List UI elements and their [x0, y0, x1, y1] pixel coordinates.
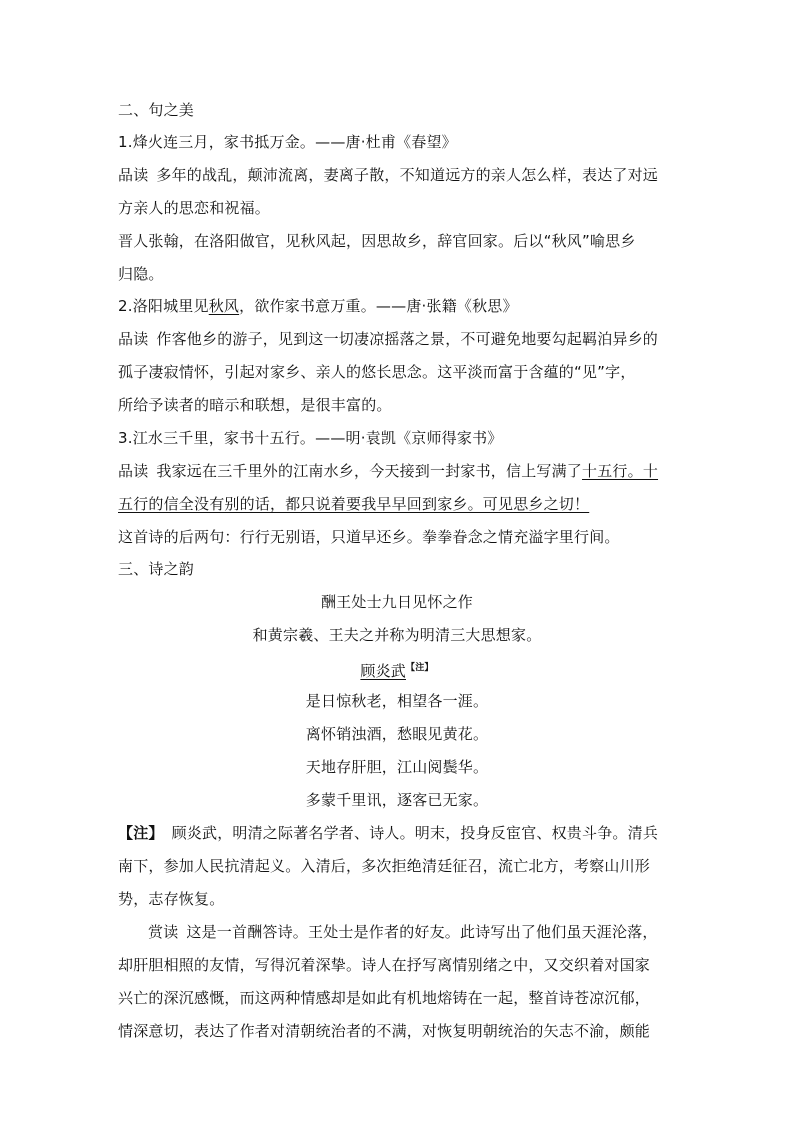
author-name: 顾炎武: [360, 662, 406, 680]
author-note-mark: 【注】: [406, 663, 434, 673]
commentary-2-line-1: [118, 329, 658, 349]
section-heading-poetry: 三、诗之韵: [118, 560, 195, 578]
poem-line: 离怀销浊酒，愁眼见黄花。: [305, 725, 489, 743]
quote-1: 1.烽火连三月，家书抵万金。——唐·杜甫《春望》: [118, 133, 457, 151]
poem-note-line: 这首诗的后两句：行行无别语，只道早还乡。拳拳眷念之情充溢字里行间。: [118, 528, 620, 546]
underlined-word: 秋风: [208, 297, 240, 315]
anecdote-line-1: 晋人张翰，在洛阳做官，见秋风起，因思故乡，辞官回家。后以“秋风”喻思乡: [118, 232, 636, 250]
appreciation-line-2: 却肝胆相照的友情，写得沉着深挚。诗人在抒写离情别绪之中，又交织着对国家: [118, 956, 651, 974]
commentary-2-line-2: 孤子凄寂情怀，引起对家乡、亲人的悠长思念。这平淡而富于含蕴的“见”字，: [118, 363, 636, 381]
author-note-line-2: 南下，参加人民抗清起义。入清后，多次拒绝清廷征召，流亡北方，考察山川形: [118, 857, 651, 875]
poem-line: 天地存肝胆，江山阅鬓华。: [305, 758, 489, 776]
appreciation-line-3: 兴亡的深沉感慨，而这两种情感却是如此有机地熔铸在一起，整首诗苍凉沉郁，: [118, 989, 651, 1007]
commentary-text: 作客他乡的游子，见到这一切凄凉摇落之景，不可避免地要勾起羁泊异乡的: [156, 330, 659, 348]
commentary-1-line-2: 方亲人的思恋和祝福。: [118, 199, 271, 217]
author-note-line-3: 势，志存恢复。: [118, 890, 225, 908]
commentary-text: 我家远在三千里外的江南水乡，今天接到一封家书，信上写满了: [156, 462, 583, 480]
appreciation-line-4: 情深意切，表达了作者对清朝统治者的不满，对恢复明朝统治的矢志不渝，颇能: [118, 1022, 651, 1040]
poem-title: 酬王处士九日见怀之作: [320, 593, 473, 611]
poem-author: [0, 658, 794, 681]
quote-2: 2.洛阳城里见秋风，欲作家书意万重。——唐·张籍《秋思》: [118, 297, 518, 315]
commentary-2-line-3: 所给予读者的暗示和联想，是很丰富的。: [118, 396, 392, 414]
poem-line: 是日惊秋老，相望各一涯。: [305, 692, 489, 710]
section-heading-sentences: 二、句之美: [118, 101, 195, 119]
commentary-label: 品读: [118, 166, 149, 184]
poem-line: 多蒙千里讯，逐客已无家。: [305, 791, 489, 809]
commentary-text: 多年的战乱，颠沛流离，妻离子散，不知道远方的亲人怎么样，表达了对远: [156, 166, 659, 184]
poem-subtitle: 和黄宗羲、王夫之并称为明清三大思想家。: [252, 626, 542, 644]
commentary-3-line-1: [118, 461, 658, 481]
appreciation-line-1: 赏读 这是一首酬答诗。王处士是作者的好友。此诗写出了他们虽天涯沦落，: [148, 923, 658, 941]
commentary-text-underlined: 十五行。十: [582, 462, 659, 480]
note-label: 【注】: [118, 824, 164, 842]
commentary-3-line-2: 五行的信全没有别的话，都只说着要我早早回到家乡。可见思乡之切！: [118, 495, 590, 513]
commentary-label: 品读: [118, 330, 149, 348]
commentary-1-line-1: [118, 165, 658, 185]
commentary-label: 品读: [118, 462, 149, 480]
anecdote-line-2: 归隐。: [118, 265, 164, 283]
quote-3: 3.江水三千里，家书十五行。——明·袁凯《京师得家书》: [118, 429, 503, 447]
author-note-line-1: 【注】 顾炎武，明清之际著名学者、诗人。明末，投身反宦官、权贵斗争。清兵: [118, 824, 659, 842]
appreciation-label: 赏读: [148, 923, 179, 941]
